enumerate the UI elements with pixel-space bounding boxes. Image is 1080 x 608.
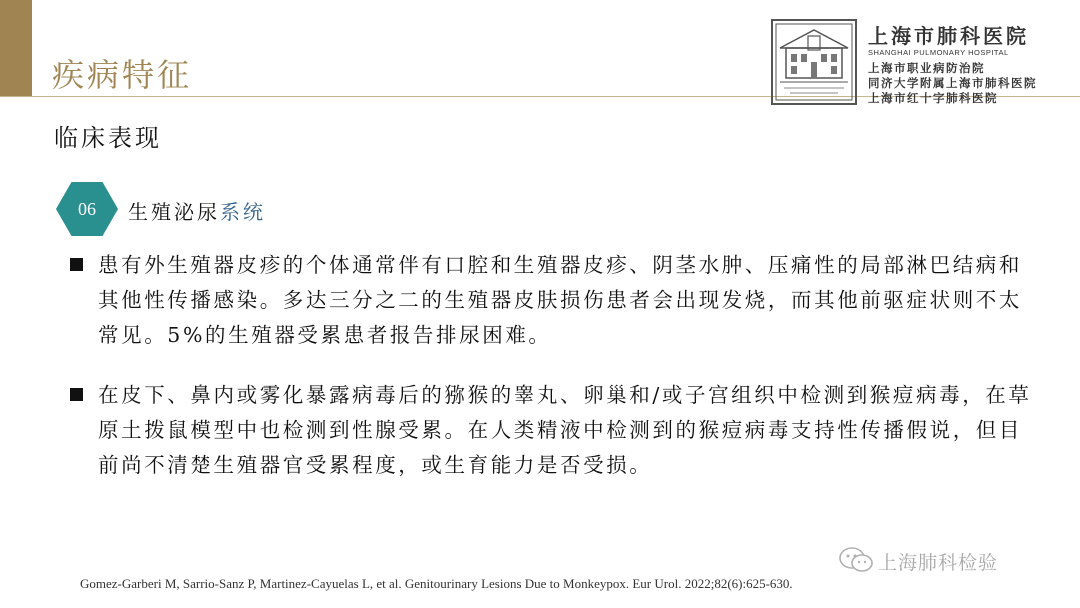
- hospital-alias-3: 上海市红十字肺科医院: [868, 91, 998, 105]
- wechat-icon: [838, 546, 874, 574]
- square-bullet-icon: [70, 388, 83, 401]
- title-accent-bar: [0, 0, 32, 96]
- hospital-name-en: SHANGHAI PULMONARY HOSPITAL: [868, 48, 1009, 57]
- hospital-alias-2: 同济大学附属上海市肺科医院: [868, 76, 1037, 90]
- section-number: 06: [78, 199, 96, 219]
- bullet-text: 在皮下、鼻内或雾化暴露病毒后的猕猴的睾丸、卵巢和/或子宫组织中检测到猴痘病毒，在草原土拨鼠模型中也检测到性腺受累。在人类精液中检测到的猴痘病毒支持性传播假说，但目前尚不清楚生殖器官受累程度，或生育能力是否受损。: [98, 383, 1032, 477]
- hospital-alias-1: 上海市职业病防治院: [868, 61, 985, 75]
- watermark-text: 上海肺科检验: [878, 552, 999, 574]
- section-label-main: 生殖泌尿: [128, 200, 220, 224]
- slide-title: 疾病特征: [52, 56, 193, 94]
- section-number-badge: [56, 182, 118, 236]
- hospital-seal-icon: [770, 18, 858, 106]
- hospital-name: 上海市肺科医院: [868, 24, 1029, 48]
- section-label-accent: 系统: [220, 200, 266, 224]
- slide-subtitle: 临床表现: [54, 124, 162, 152]
- reference-citation: Gomez-Garberi M, Sarrio-Sanz P, Martinez-Cayuelas L, et al. Genitourinary Lesions Due to Monkeypox. Eur Urol. 2022;82(6):625-630.: [80, 576, 793, 591]
- square-bullet-icon: [70, 258, 83, 271]
- section-label: [128, 196, 266, 225]
- bullet-text: 患有外生殖器皮疹的个体通常伴有口腔和生殖器皮疹、阴茎水肿、压痛性的局部淋巴结病和其他性传播感染。多达三分之二的生殖器皮肤损伤患者会出现发烧，而其他前驱症状则不太常见。5%的生殖器受累患者报告排尿困难。: [98, 253, 1022, 347]
- hospital-logo: [770, 18, 1060, 106]
